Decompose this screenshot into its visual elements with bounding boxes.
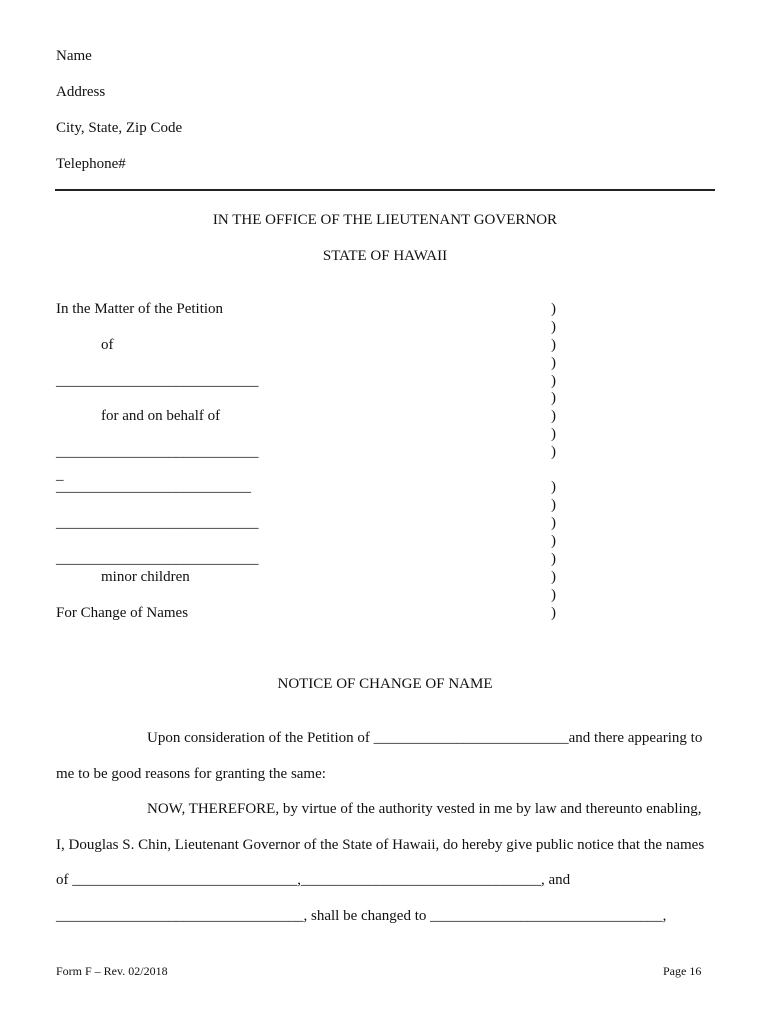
child-blank-4[interactable]: ___________________________ (56, 551, 259, 567)
address-label: Address (56, 84, 106, 100)
paren: ) (551, 444, 556, 460)
caption-minor: minor children (101, 569, 190, 585)
paren: ) (551, 355, 556, 371)
paren: ) (551, 319, 556, 335)
paren: ) (551, 497, 556, 513)
header-divider (55, 189, 715, 191)
paren: ) (551, 605, 556, 621)
child-blank-2[interactable]: __________________________ (56, 479, 251, 495)
paren: ) (551, 587, 556, 603)
body-line-3: NOW, THEREFORE, by virtue of the authority vested in me by law and thereunto enabling, (147, 801, 702, 817)
paren: ) (551, 337, 556, 353)
court-title: IN THE OFFICE OF THE LIEUTENANT GOVERNOR (212, 212, 558, 228)
paren: ) (551, 533, 556, 549)
court-state: STATE OF HAWAII (322, 248, 448, 264)
paren: ) (551, 479, 556, 495)
body-line-5: of ______________________________,________________________________, and (56, 872, 571, 888)
paren: ) (551, 426, 556, 442)
caption-change: For Change of Names (56, 605, 189, 621)
paren: ) (551, 515, 556, 531)
child-blank-3[interactable]: ___________________________ (56, 515, 259, 531)
body-line-1: Upon consideration of the Petition of __________________________and there appearing to (147, 730, 703, 746)
caption-matter: In the Matter of the Petition (56, 301, 224, 317)
paren: ) (551, 408, 556, 424)
paren: ) (551, 301, 556, 317)
form-revision: Form F – Rev. 02/2018 (56, 964, 168, 978)
paren: ) (551, 373, 556, 389)
notice-title: NOTICE OF CHANGE OF NAME (277, 676, 493, 692)
body-line-4: I, Douglas S. Chin, Lieutenant Governor of the State of Hawaii, do hereby give public notice that the names (56, 837, 705, 853)
page-number: Page 16 (663, 964, 702, 978)
paren: ) (551, 390, 556, 406)
paren: ) (551, 551, 556, 567)
name-label: Name (56, 48, 92, 64)
city-state-zip-label: City, State, Zip Code (56, 120, 183, 136)
child-blank-1[interactable]: ___________________________ (56, 444, 259, 460)
body-line-6: _________________________________, shall be changed to _______________________________, (56, 908, 667, 924)
telephone-label: Telephone# (56, 156, 126, 172)
petitioner-blank[interactable]: ___________________________ (56, 373, 259, 389)
caption-of: of (101, 337, 114, 353)
caption-dash: _ (56, 467, 64, 483)
caption-behalf: for and on behalf of (101, 408, 221, 424)
body-line-2: me to be good reasons for granting the same: (56, 766, 326, 782)
paren: ) (551, 569, 556, 585)
